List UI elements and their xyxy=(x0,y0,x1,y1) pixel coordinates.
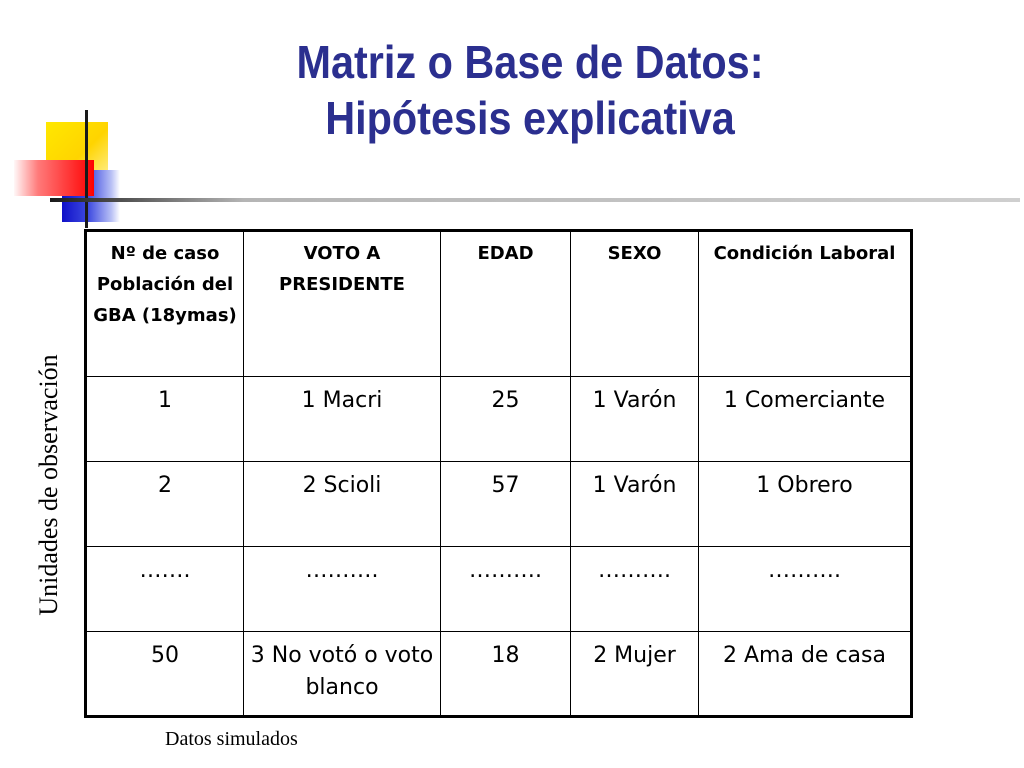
table-cell: 1 Macri xyxy=(244,377,441,462)
table-cell: ………. xyxy=(244,547,441,632)
table-cell: 2 xyxy=(86,462,244,547)
slide-title-line-1: Matriz o Base de Datos: xyxy=(296,36,764,88)
header-age-label: EDAD xyxy=(477,243,534,264)
table-row xyxy=(86,547,912,632)
table-cell: 1 xyxy=(86,377,244,462)
title-divider-line xyxy=(50,198,1020,202)
table-cell: ……. xyxy=(86,547,244,632)
header-vote xyxy=(244,231,441,377)
table-header-row xyxy=(86,231,912,377)
slide-title xyxy=(197,34,863,146)
header-employment-label: Condición Laboral xyxy=(713,243,896,264)
table-cell: ………. xyxy=(699,547,912,632)
decorative-vertical-line xyxy=(85,110,88,228)
data-matrix-table xyxy=(84,229,913,718)
table-cell: 1 Obrero xyxy=(699,462,912,547)
header-employment xyxy=(699,231,912,377)
header-case-number-line-1: Nº de caso xyxy=(110,243,220,264)
header-vote-label: VOTO A PRESIDENTE xyxy=(279,243,405,295)
table-cell: 1 Varón xyxy=(571,462,699,547)
header-case-number xyxy=(86,231,244,377)
slide-title-line-2: Hipótesis explicativa xyxy=(325,92,735,144)
table-cell: ………. xyxy=(441,547,571,632)
footnote-simulated-data: Datos simulados xyxy=(165,728,298,750)
table-cell: 57 xyxy=(441,462,571,547)
table-cell: 2 Mujer xyxy=(571,632,699,717)
side-label-units: Unidades de observación xyxy=(34,354,63,616)
header-age xyxy=(441,231,571,377)
header-sex-label: SEXO xyxy=(607,243,662,264)
table-cell: 1 Comerciante xyxy=(699,377,912,462)
table-row xyxy=(86,632,912,717)
header-case-number-line-2: Población del GBA (18ymas) xyxy=(93,274,237,326)
table-cell: 3 No votó o voto blanco xyxy=(244,632,441,717)
table-cell: ………. xyxy=(571,547,699,632)
table-cell: 18 xyxy=(441,632,571,717)
decorative-red-bar xyxy=(14,160,94,196)
table-cell: 1 Varón xyxy=(571,377,699,462)
table-cell: 25 xyxy=(441,377,571,462)
header-sex xyxy=(571,231,699,377)
table-cell: 50 xyxy=(86,632,244,717)
table-cell: 2 Ama de casa xyxy=(699,632,912,717)
table-row xyxy=(86,462,912,547)
table-cell: 2 Scioli xyxy=(244,462,441,547)
table-row xyxy=(86,377,912,462)
